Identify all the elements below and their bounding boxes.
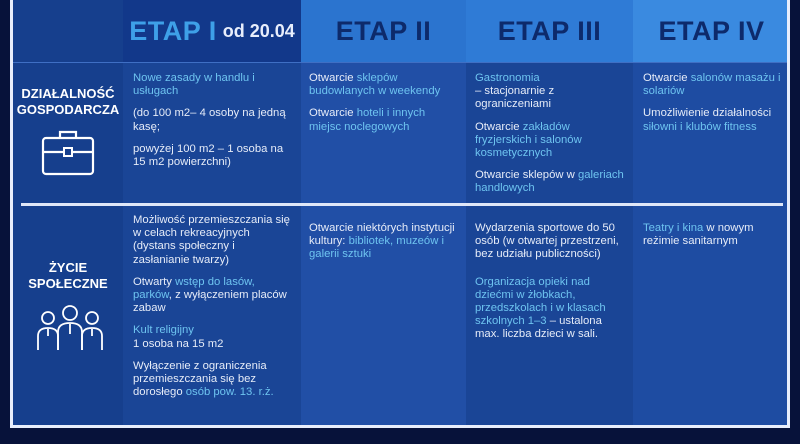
business-e4-p2b: siłowni i klubów fitness	[643, 120, 757, 133]
business-e2-p1b: sklepów budowlanych w weekendy	[309, 72, 441, 98]
business-e2-p1	[309, 72, 459, 98]
social-e4-p1a: Teatry i kina	[643, 222, 704, 234]
business-e4-p1a: Otwarcie	[643, 72, 691, 84]
business-e3-p1	[475, 72, 627, 112]
business-e4-p1	[643, 72, 783, 98]
stage-4-column	[633, 0, 790, 428]
stage-2-header	[301, 0, 466, 62]
social-e1-p3	[133, 324, 293, 350]
social-e1-p2b: wstęp do lasów, parków	[133, 275, 255, 302]
business-row-label	[13, 86, 123, 118]
row-divider	[21, 203, 783, 206]
business-e3-p3	[475, 169, 627, 195]
business-e3-p2b: zakładów fryzjerskich i salonów kosmetycznych	[475, 120, 582, 160]
business-e2-p1a: Otwarcie	[309, 72, 357, 84]
stage-1-title: ETAP I	[129, 15, 217, 46]
business-label-line2: GOSPODARCZA	[16, 102, 120, 117]
social-row-label	[13, 260, 123, 292]
stages-table	[10, 0, 790, 428]
business-e4-p2	[643, 107, 783, 133]
social-stage-3	[475, 222, 627, 351]
social-stage-4	[643, 222, 783, 257]
business-e3-p3b: galeriach handlowych	[475, 169, 624, 195]
social-e3-p2a: Organizacja opieki nad dziećmi w żłobkach, przedszkolach i w klasach szkolnych 1–3	[475, 275, 606, 328]
social-e1-p2c: , z wyłączeniem placów zabaw	[133, 289, 287, 315]
social-e2-p1a: Otwarcie niektórych instytucji kultury:	[309, 222, 455, 248]
social-e4-p1b: w nowym reżimie sanitarnym	[643, 222, 754, 248]
stage-4-title: ETAP IV	[658, 15, 765, 46]
social-e1-p2a: Otwarty	[133, 275, 176, 288]
social-e1-p3b: 1 osoba na 15 m2	[133, 337, 224, 350]
business-e2-p2a: Otwarcie	[309, 107, 357, 120]
header-line	[13, 62, 790, 63]
social-e3-p2b: – ustalona max. liczba dzieci w sali.	[475, 315, 602, 341]
stage-4-header	[633, 0, 790, 62]
business-e4-p1b: salonów masażu i solariów	[643, 72, 781, 98]
social-e3-p2	[475, 276, 627, 342]
business-e3-p1a: Gastronomia	[475, 72, 540, 84]
social-stage-1	[133, 214, 293, 408]
stage-3-title: ETAP III	[497, 15, 602, 46]
social-label-line2: SPOŁECZNE	[28, 276, 108, 291]
social-e3-p1: Wydarzenia sportowe do 50 osób (w otwartej przestrzeni, bez udziału publiczności)	[475, 222, 619, 261]
briefcase-icon	[41, 128, 95, 178]
social-e2-p1b: bibliotek, muzeów i galerii sztuki	[309, 235, 445, 261]
business-e1-p3: powyżej 100 m2 – 1 osoba na 15 m2 powierzchni)	[133, 142, 284, 169]
social-label-line1: ŻYCIE	[48, 260, 88, 275]
stage-3-column	[466, 0, 633, 428]
social-e1-p4b: osób pow. 13. r.ż.	[185, 386, 274, 399]
label-column	[13, 0, 123, 428]
social-e1-p2	[133, 276, 293, 316]
business-e3-p3a: Otwarcie sklepów w	[475, 169, 578, 182]
social-stage-2	[309, 222, 459, 271]
stage-1-date: od 20.04	[222, 20, 295, 41]
business-e1-p2: (do 100 m2– 4 osoby na jedną kasę;	[133, 107, 286, 133]
business-e3-p1b: – stacjonarnie z ograniczeniami	[475, 85, 555, 111]
stage-2-title: ETAP II	[335, 15, 432, 46]
business-label-line1: DZIAŁALNOŚĆ	[21, 86, 115, 101]
business-e2-p2	[309, 107, 459, 133]
business-e2-p2b: hoteli i innych miejsc noclegowych	[309, 107, 426, 133]
business-e3-p2a: Otwarcie	[475, 120, 523, 133]
stage-1-header	[123, 0, 301, 62]
stage-2-column	[301, 0, 466, 428]
business-e1-p1: Nowe zasady w handlu i usługach	[133, 72, 255, 98]
social-e1-p3a: Kult religijny	[133, 324, 194, 337]
business-e3-p2	[475, 121, 627, 161]
business-stage-4	[643, 72, 783, 143]
social-e1-p1: Możliwość przemieszczania się w celach rekreacyjnych (dystans społeczny i zasłanianie twarzy)	[133, 214, 290, 266]
business-stage-3	[475, 72, 627, 205]
social-e1-p4a: Wyłączenie z ograniczenia przemieszczania się bez dorosłego	[133, 359, 267, 399]
social-e4-p1	[643, 222, 783, 248]
business-e4-p2a: Umożliwienie działalności	[643, 107, 772, 120]
stage-3-header	[466, 0, 633, 62]
social-e2-p1	[309, 222, 459, 262]
people-icon	[35, 304, 105, 352]
business-stage-2	[309, 72, 459, 143]
social-e1-p4	[133, 360, 293, 400]
business-stage-1	[133, 72, 293, 178]
